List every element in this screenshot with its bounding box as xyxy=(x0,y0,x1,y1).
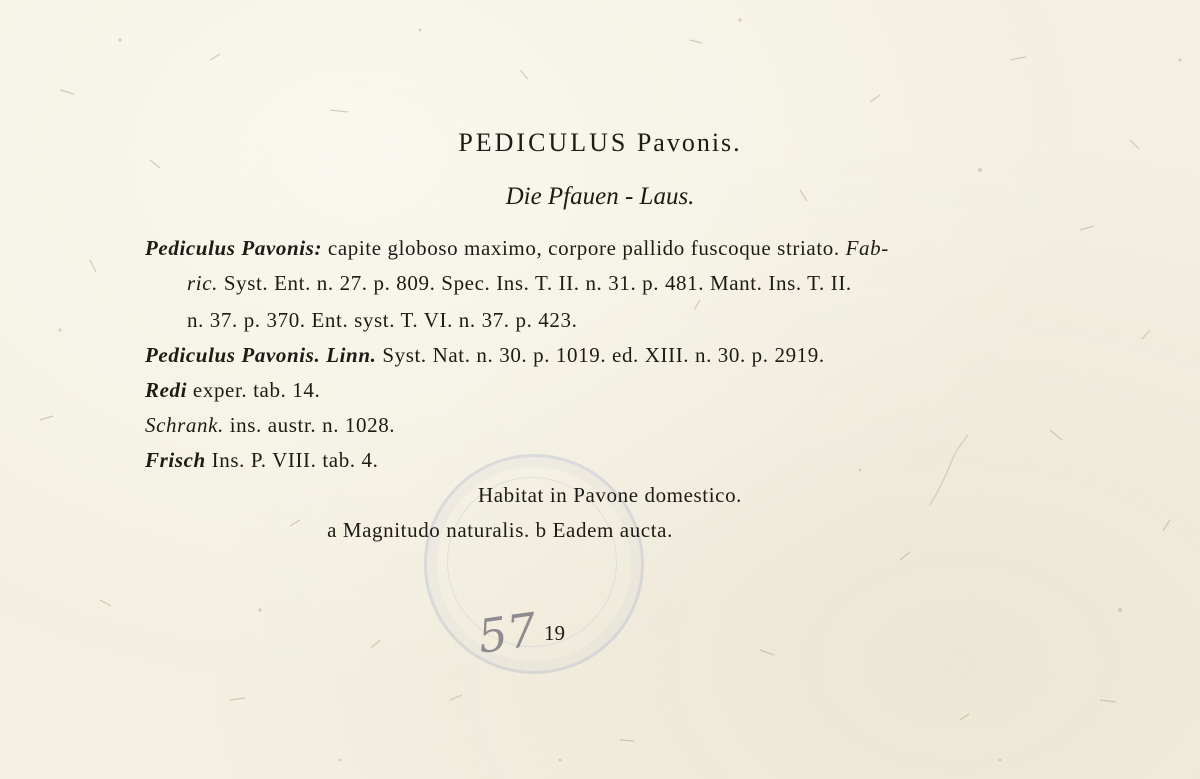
entry-name: Pediculus Pavonis: xyxy=(145,236,323,260)
page-number: 19 xyxy=(544,621,565,645)
entry-references: ins. austr. n. 1028. xyxy=(229,413,396,437)
entry-references: exper. tab. 14. xyxy=(192,378,321,402)
habitat-text: Habitat in Pavone domestico. xyxy=(477,483,743,507)
title-genus: PEDICULUS xyxy=(458,128,629,157)
page-title xyxy=(0,128,1200,158)
entry-author: Fab- xyxy=(845,236,889,260)
entry-line xyxy=(145,343,825,368)
entry-line xyxy=(145,378,320,403)
entry-name: Pediculus Pavonis. xyxy=(145,343,321,367)
entry-references: Syst. Nat. n. 30. p. 1019. ed. XIII. n. 30. p. 2919. xyxy=(382,343,825,367)
handwritten-number: 57 xyxy=(474,602,541,664)
page-subtitle: Die Pfauen - Laus. xyxy=(505,183,695,210)
entry-name: Schrank. xyxy=(145,413,224,437)
entry-author: ric. xyxy=(187,271,218,295)
entry-line xyxy=(145,448,378,473)
entry-references: Syst. Ent. n. 27. p. 809. Spec. Ins. T. II. n. 31. p. 481. Mant. Ins. T. II. xyxy=(223,271,852,295)
entry-line xyxy=(187,308,577,333)
title-species: Pavonis. xyxy=(636,128,742,157)
entry-line xyxy=(145,413,395,438)
entry-references: Ins. P. VIII. tab. 4. xyxy=(211,448,379,472)
figure-legend: a Magnitudo naturalis. b Eadem aucta. xyxy=(327,518,673,542)
entry-line xyxy=(187,271,852,296)
entry-references: n. 37. p. 370. Ent. syst. T. VI. n. 37. p. 423. xyxy=(187,308,578,332)
entry-name: Redi xyxy=(145,378,188,402)
entry-description: capite globoso maximo, corpore pallido fuscoque striato. xyxy=(327,236,840,260)
entry-author: Linn. xyxy=(326,343,377,367)
entry-name: Frisch xyxy=(145,448,206,472)
entry-line xyxy=(145,236,889,261)
